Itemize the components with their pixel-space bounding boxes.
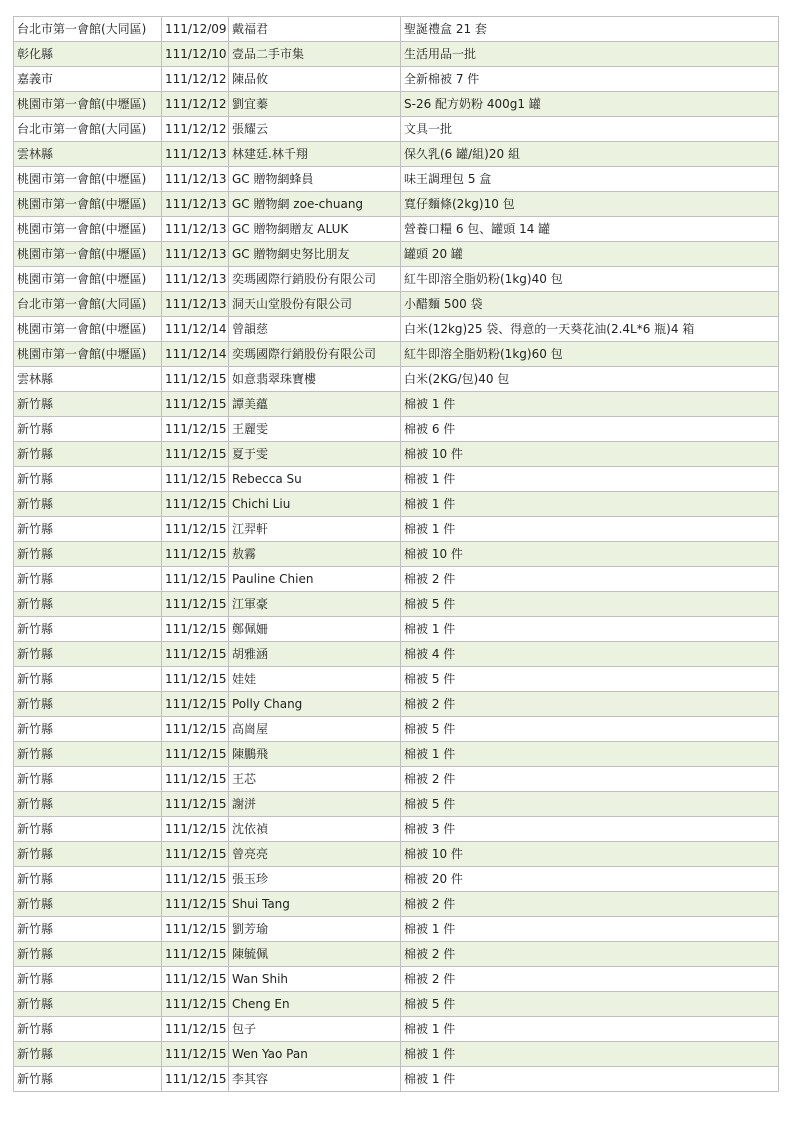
item-cell: 棉被 20 件 xyxy=(401,867,779,892)
date-cell: 111/12/15 xyxy=(162,892,229,917)
table-row xyxy=(14,592,779,617)
donor-cell: GC 贈物網贈友 ALUK xyxy=(229,217,401,242)
location-cell: 新竹縣 xyxy=(14,667,162,692)
location-cell: 新竹縣 xyxy=(14,542,162,567)
date-cell: 111/12/15 xyxy=(162,442,229,467)
donor-cell: Wen Yao Pan xyxy=(229,1042,401,1067)
table-row xyxy=(14,392,779,417)
item-cell: 棉被 10 件 xyxy=(401,442,779,467)
location-cell: 新竹縣 xyxy=(14,842,162,867)
item-cell: 棉被 1 件 xyxy=(401,467,779,492)
location-cell: 雲林縣 xyxy=(14,142,162,167)
table-row xyxy=(14,867,779,892)
table-row xyxy=(14,367,779,392)
donor-cell: Polly Chang xyxy=(229,692,401,717)
table-row xyxy=(14,517,779,542)
table-row xyxy=(14,442,779,467)
date-cell: 111/12/13 xyxy=(162,167,229,192)
location-cell: 新竹縣 xyxy=(14,592,162,617)
date-cell: 111/12/15 xyxy=(162,867,229,892)
table-row xyxy=(14,567,779,592)
location-cell: 新竹縣 xyxy=(14,792,162,817)
donor-cell: 奕瑪國際行銷股份有限公司 xyxy=(229,267,401,292)
location-cell: 新竹縣 xyxy=(14,692,162,717)
donor-cell: 陳品攸 xyxy=(229,67,401,92)
location-cell: 新竹縣 xyxy=(14,817,162,842)
date-cell: 111/12/15 xyxy=(162,642,229,667)
location-cell: 新竹縣 xyxy=(14,617,162,642)
donor-cell: 鄭佩姍 xyxy=(229,617,401,642)
location-cell: 彰化縣 xyxy=(14,42,162,67)
donor-cell: 洞天山堂股份有限公司 xyxy=(229,292,401,317)
item-cell: 棉被 10 件 xyxy=(401,542,779,567)
date-cell: 111/12/13 xyxy=(162,192,229,217)
table-row xyxy=(14,692,779,717)
donor-cell: 李其容 xyxy=(229,1067,401,1092)
donor-cell: 沈依禎 xyxy=(229,817,401,842)
item-cell: 棉被 1 件 xyxy=(401,617,779,642)
table-row xyxy=(14,17,779,42)
item-cell: 全新棉被 7 件 xyxy=(401,67,779,92)
item-cell: 棉被 1 件 xyxy=(401,517,779,542)
date-cell: 111/12/15 xyxy=(162,792,229,817)
table-row xyxy=(14,617,779,642)
date-cell: 111/12/15 xyxy=(162,767,229,792)
item-cell: 棉被 2 件 xyxy=(401,942,779,967)
location-cell: 新竹縣 xyxy=(14,742,162,767)
donor-cell: 高崗屋 xyxy=(229,717,401,742)
date-cell: 111/12/12 xyxy=(162,67,229,92)
location-cell: 新竹縣 xyxy=(14,492,162,517)
date-cell: 111/12/13 xyxy=(162,217,229,242)
donation-records-table xyxy=(13,16,779,1092)
table-row xyxy=(14,917,779,942)
location-cell: 桃園市第一會館(中壢區) xyxy=(14,317,162,342)
item-cell: 紅牛即溶全脂奶粉(1kg)40 包 xyxy=(401,267,779,292)
table-row xyxy=(14,817,779,842)
item-cell: 棉被 10 件 xyxy=(401,842,779,867)
table-row xyxy=(14,892,779,917)
donor-cell: 戴福君 xyxy=(229,17,401,42)
item-cell: 棉被 2 件 xyxy=(401,892,779,917)
item-cell: 棉被 1 件 xyxy=(401,1067,779,1092)
date-cell: 111/12/15 xyxy=(162,667,229,692)
donor-cell: 敖霧 xyxy=(229,542,401,567)
table-row xyxy=(14,217,779,242)
item-cell: 罐頭 20 罐 xyxy=(401,242,779,267)
table-row xyxy=(14,792,779,817)
table-row xyxy=(14,117,779,142)
item-cell: 棉被 2 件 xyxy=(401,692,779,717)
location-cell: 新竹縣 xyxy=(14,517,162,542)
date-cell: 111/12/15 xyxy=(162,1067,229,1092)
donor-cell: 陳毓佩 xyxy=(229,942,401,967)
location-cell: 台北市第一會館(大同區) xyxy=(14,292,162,317)
date-cell: 111/12/15 xyxy=(162,1042,229,1067)
donor-cell: 劉芳瑜 xyxy=(229,917,401,942)
item-cell: 棉被 1 件 xyxy=(401,1042,779,1067)
table-row xyxy=(14,342,779,367)
date-cell: 111/12/12 xyxy=(162,92,229,117)
table-row xyxy=(14,942,779,967)
location-cell: 新竹縣 xyxy=(14,442,162,467)
date-cell: 111/12/15 xyxy=(162,392,229,417)
donor-cell: 曾韻慈 xyxy=(229,317,401,342)
location-cell: 新竹縣 xyxy=(14,867,162,892)
item-cell: 文具一批 xyxy=(401,117,779,142)
location-cell: 雲林縣 xyxy=(14,367,162,392)
location-cell: 新竹縣 xyxy=(14,767,162,792)
location-cell: 台北市第一會館(大同區) xyxy=(14,17,162,42)
item-cell: 棉被 3 件 xyxy=(401,817,779,842)
item-cell: 白米(2KG/包)40 包 xyxy=(401,367,779,392)
location-cell: 新竹縣 xyxy=(14,392,162,417)
item-cell: 棉被 2 件 xyxy=(401,767,779,792)
table-row xyxy=(14,242,779,267)
date-cell: 111/12/15 xyxy=(162,367,229,392)
item-cell: 味王調理包 5 盒 xyxy=(401,167,779,192)
donor-cell: GC 贈物網蜂員 xyxy=(229,167,401,192)
table-row xyxy=(14,67,779,92)
donor-cell: 江軍豪 xyxy=(229,592,401,617)
location-cell: 新竹縣 xyxy=(14,892,162,917)
item-cell: 棉被 2 件 xyxy=(401,967,779,992)
date-cell: 111/12/15 xyxy=(162,492,229,517)
table-row xyxy=(14,292,779,317)
item-cell: 棉被 1 件 xyxy=(401,1017,779,1042)
table-body xyxy=(14,17,779,1092)
table-row xyxy=(14,417,779,442)
table-row xyxy=(14,317,779,342)
date-cell: 111/12/12 xyxy=(162,117,229,142)
donor-cell: 張耀云 xyxy=(229,117,401,142)
location-cell: 新竹縣 xyxy=(14,1042,162,1067)
location-cell: 新竹縣 xyxy=(14,717,162,742)
donor-cell: 娃娃 xyxy=(229,667,401,692)
date-cell: 111/12/15 xyxy=(162,917,229,942)
table-row xyxy=(14,92,779,117)
table-row xyxy=(14,42,779,67)
table-row xyxy=(14,767,779,792)
date-cell: 111/12/15 xyxy=(162,742,229,767)
table-row xyxy=(14,667,779,692)
location-cell: 新竹縣 xyxy=(14,417,162,442)
donor-cell: 壹品二手市集 xyxy=(229,42,401,67)
table-row xyxy=(14,142,779,167)
donor-cell: 劉宜蓁 xyxy=(229,92,401,117)
date-cell: 111/12/15 xyxy=(162,467,229,492)
table-row xyxy=(14,267,779,292)
item-cell: 聖誕禮盒 21 套 xyxy=(401,17,779,42)
donor-cell: Rebecca Su xyxy=(229,467,401,492)
date-cell: 111/12/13 xyxy=(162,142,229,167)
item-cell: 棉被 5 件 xyxy=(401,592,779,617)
table-row xyxy=(14,842,779,867)
donor-cell: 曾亮亮 xyxy=(229,842,401,867)
location-cell: 新竹縣 xyxy=(14,917,162,942)
location-cell: 新竹縣 xyxy=(14,567,162,592)
item-cell: 棉被 5 件 xyxy=(401,717,779,742)
date-cell: 111/12/09 xyxy=(162,17,229,42)
donor-cell: Wan Shih xyxy=(229,967,401,992)
location-cell: 桃園市第一會館(中壢區) xyxy=(14,267,162,292)
date-cell: 111/12/14 xyxy=(162,317,229,342)
table-row xyxy=(14,1042,779,1067)
table-row xyxy=(14,642,779,667)
location-cell: 新竹縣 xyxy=(14,1017,162,1042)
location-cell: 台北市第一會館(大同區) xyxy=(14,117,162,142)
item-cell: 紅牛即溶全脂奶粉(1kg)60 包 xyxy=(401,342,779,367)
donor-cell: Pauline Chien xyxy=(229,567,401,592)
donor-cell: 包子 xyxy=(229,1017,401,1042)
date-cell: 111/12/15 xyxy=(162,617,229,642)
item-cell: 棉被 1 件 xyxy=(401,492,779,517)
item-cell: 棉被 6 件 xyxy=(401,417,779,442)
table-row xyxy=(14,192,779,217)
date-cell: 111/12/13 xyxy=(162,242,229,267)
date-cell: 111/12/15 xyxy=(162,692,229,717)
table-row xyxy=(14,1017,779,1042)
date-cell: 111/12/13 xyxy=(162,267,229,292)
date-cell: 111/12/15 xyxy=(162,517,229,542)
item-cell: 小醋麵 500 袋 xyxy=(401,292,779,317)
item-cell: 生活用品一批 xyxy=(401,42,779,67)
date-cell: 111/12/15 xyxy=(162,542,229,567)
location-cell: 桃園市第一會館(中壢區) xyxy=(14,167,162,192)
item-cell: S-26 配方奶粉 400g1 罐 xyxy=(401,92,779,117)
donor-cell: Chichi Liu xyxy=(229,492,401,517)
item-cell: 棉被 1 件 xyxy=(401,392,779,417)
item-cell: 棉被 5 件 xyxy=(401,992,779,1017)
table-row xyxy=(14,467,779,492)
donor-cell: 如意翡翠珠寶樓 xyxy=(229,367,401,392)
location-cell: 新竹縣 xyxy=(14,1067,162,1092)
location-cell: 桃園市第一會館(中壢區) xyxy=(14,342,162,367)
date-cell: 111/12/15 xyxy=(162,417,229,442)
donor-cell: 謝洴 xyxy=(229,792,401,817)
item-cell: 白米(12kg)25 袋、得意的一天葵花油(2.4L*6 瓶)4 箱 xyxy=(401,317,779,342)
table-row xyxy=(14,167,779,192)
date-cell: 111/12/15 xyxy=(162,592,229,617)
item-cell: 棉被 2 件 xyxy=(401,567,779,592)
item-cell: 棉被 5 件 xyxy=(401,667,779,692)
date-cell: 111/12/15 xyxy=(162,967,229,992)
date-cell: 111/12/15 xyxy=(162,567,229,592)
donor-cell: 譚美蘊 xyxy=(229,392,401,417)
donor-cell: 王麗雯 xyxy=(229,417,401,442)
location-cell: 新竹縣 xyxy=(14,967,162,992)
donor-cell: Cheng En xyxy=(229,992,401,1017)
table-row xyxy=(14,1067,779,1092)
item-cell: 棉被 4 件 xyxy=(401,642,779,667)
donor-cell: 林建廷.林千翔 xyxy=(229,142,401,167)
item-cell: 寬仔麵條(2kg)10 包 xyxy=(401,192,779,217)
location-cell: 桃園市第一會館(中壢區) xyxy=(14,192,162,217)
date-cell: 111/12/10 xyxy=(162,42,229,67)
donor-cell: 陳鵬飛 xyxy=(229,742,401,767)
donor-cell: 胡雅涵 xyxy=(229,642,401,667)
location-cell: 桃園市第一會館(中壢區) xyxy=(14,92,162,117)
donor-cell: 奕瑪國際行銷股份有限公司 xyxy=(229,342,401,367)
item-cell: 保久乳(6 罐/組)20 組 xyxy=(401,142,779,167)
location-cell: 新竹縣 xyxy=(14,992,162,1017)
donor-cell: GC 贈物網 zoe-chuang xyxy=(229,192,401,217)
table-row xyxy=(14,992,779,1017)
donor-cell: Shui Tang xyxy=(229,892,401,917)
location-cell: 新竹縣 xyxy=(14,942,162,967)
location-cell: 新竹縣 xyxy=(14,642,162,667)
table-row xyxy=(14,967,779,992)
date-cell: 111/12/15 xyxy=(162,717,229,742)
donor-cell: 江羿軒 xyxy=(229,517,401,542)
donor-cell: 張玉珍 xyxy=(229,867,401,892)
donor-cell: 王芯 xyxy=(229,767,401,792)
table-row xyxy=(14,542,779,567)
location-cell: 桃園市第一會館(中壢區) xyxy=(14,242,162,267)
location-cell: 嘉義市 xyxy=(14,67,162,92)
table-row xyxy=(14,742,779,767)
donor-cell: 夏于雯 xyxy=(229,442,401,467)
item-cell: 棉被 1 件 xyxy=(401,917,779,942)
date-cell: 111/12/15 xyxy=(162,1017,229,1042)
location-cell: 新竹縣 xyxy=(14,467,162,492)
item-cell: 營養口糧 6 包、罐頭 14 罐 xyxy=(401,217,779,242)
item-cell: 棉被 1 件 xyxy=(401,742,779,767)
location-cell: 桃園市第一會館(中壢區) xyxy=(14,217,162,242)
table-row xyxy=(14,492,779,517)
table-row xyxy=(14,717,779,742)
donor-cell: GC 贈物網史努比朋友 xyxy=(229,242,401,267)
item-cell: 棉被 5 件 xyxy=(401,792,779,817)
date-cell: 111/12/15 xyxy=(162,842,229,867)
date-cell: 111/12/15 xyxy=(162,942,229,967)
date-cell: 111/12/14 xyxy=(162,342,229,367)
date-cell: 111/12/13 xyxy=(162,292,229,317)
date-cell: 111/12/15 xyxy=(162,817,229,842)
date-cell: 111/12/15 xyxy=(162,992,229,1017)
